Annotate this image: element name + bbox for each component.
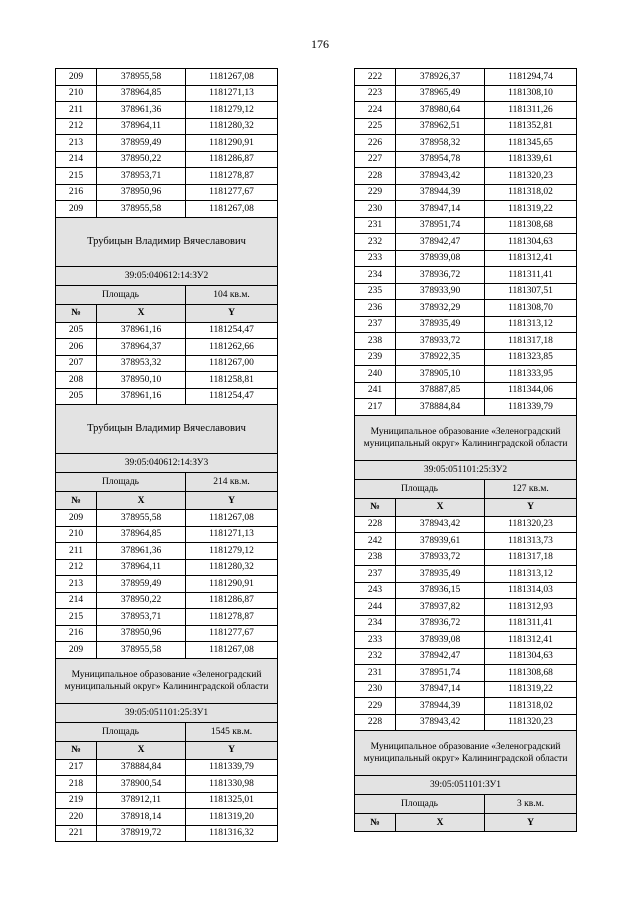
y-coordinate: 1181311,41: [485, 615, 577, 632]
x-coordinate: 378942,47: [396, 648, 485, 665]
x-coordinate: 378935,49: [396, 566, 485, 583]
point-number: 205: [56, 388, 97, 405]
coordinate-rows: [56, 69, 278, 218]
table-row: [56, 510, 278, 527]
parcel-block-zu1-municipal: [56, 658, 278, 759]
point-number: 211: [56, 543, 97, 560]
table-row: [56, 625, 278, 642]
table-row: [355, 399, 577, 416]
point-number: 233: [355, 632, 396, 649]
table-row: [56, 526, 278, 543]
point-number: 214: [56, 592, 97, 609]
y-coordinate: 1181311,41: [485, 267, 577, 284]
point-number: 234: [355, 615, 396, 632]
table-row: [355, 533, 577, 550]
x-coordinate: 378964,85: [97, 85, 186, 102]
right-column: [354, 68, 577, 832]
y-coordinate: 1181279,12: [186, 102, 278, 119]
point-number: 222: [355, 69, 396, 86]
x-coordinate: 378936,72: [396, 267, 485, 284]
x-coordinate: 378943,42: [396, 168, 485, 185]
point-number: 228: [355, 714, 396, 731]
x-coordinate: 378933,72: [396, 333, 485, 350]
y-coordinate: 1181277,67: [186, 625, 278, 642]
x-coordinate: 378933,72: [396, 549, 485, 566]
table-row: [355, 516, 577, 533]
point-number: 242: [355, 533, 396, 550]
point-number: 206: [56, 339, 97, 356]
point-number: 207: [56, 355, 97, 372]
y-coordinate: 1181317,18: [485, 333, 577, 350]
point-number: 210: [56, 526, 97, 543]
table-row: [56, 118, 278, 135]
table-row: [56, 776, 278, 793]
table-row: [355, 300, 577, 317]
y-coordinate: 1181313,12: [485, 566, 577, 583]
table-row: [56, 168, 278, 185]
point-number: 210: [56, 85, 97, 102]
x-coordinate: 378955,58: [97, 510, 186, 527]
owner-name: Муниципальное образование «Зеленоградский муниципальный округ» Калининградской области: [56, 658, 278, 703]
table-row: [56, 809, 278, 826]
point-number: 211: [56, 102, 97, 119]
point-number: 230: [355, 201, 396, 218]
point-number: 228: [355, 168, 396, 185]
table-row: [56, 85, 278, 102]
area-value: 127 кв.м.: [485, 479, 577, 498]
column-header-x: X: [97, 741, 186, 759]
point-number: 239: [355, 349, 396, 366]
x-coordinate: 378947,14: [396, 681, 485, 698]
y-coordinate: 1181254,47: [186, 322, 278, 339]
y-coordinate: 1181312,93: [485, 599, 577, 616]
point-number: 212: [56, 559, 97, 576]
column-header-y: Y: [186, 741, 278, 759]
x-coordinate: 378944,39: [396, 184, 485, 201]
x-coordinate: 378953,32: [97, 355, 186, 372]
y-coordinate: 1181279,12: [186, 543, 278, 560]
table-row: [355, 250, 577, 267]
x-coordinate: 378955,58: [97, 642, 186, 659]
x-coordinate: 378939,61: [396, 533, 485, 550]
column-header-number: №: [56, 492, 97, 510]
x-coordinate: 378950,22: [97, 151, 186, 168]
x-coordinate: 378950,96: [97, 184, 186, 201]
coordinates-table-right: [354, 68, 577, 832]
y-coordinate: 1181280,32: [186, 118, 278, 135]
parcel-block-zu2: [56, 217, 278, 322]
x-coordinate: 378939,08: [396, 250, 485, 267]
y-coordinate: 1181308,70: [485, 300, 577, 317]
y-coordinate: 1181311,26: [485, 102, 577, 119]
table-row: [355, 648, 577, 665]
x-coordinate: 378955,58: [97, 69, 186, 86]
table-row: [56, 792, 278, 809]
table-row: [56, 609, 278, 626]
x-coordinate: 378905,10: [396, 366, 485, 383]
y-coordinate: 1181267,08: [186, 642, 278, 659]
parcel-block-zu3: [56, 405, 278, 510]
y-coordinate: 1181319,20: [186, 809, 278, 826]
point-number: 209: [56, 642, 97, 659]
point-number: 220: [56, 809, 97, 826]
point-number: 209: [56, 510, 97, 527]
x-coordinate: 378939,08: [396, 632, 485, 649]
point-number: 238: [355, 549, 396, 566]
table-row: [355, 234, 577, 251]
x-coordinate: 378942,47: [396, 234, 485, 251]
y-coordinate: 1181339,61: [485, 151, 577, 168]
point-number: 215: [56, 609, 97, 626]
y-coordinate: 1181325,01: [186, 792, 278, 809]
point-number: 234: [355, 267, 396, 284]
x-coordinate: 378964,11: [97, 559, 186, 576]
table-row: [56, 559, 278, 576]
x-coordinate: 378953,71: [97, 168, 186, 185]
table-row: [355, 665, 577, 682]
y-coordinate: 1181320,23: [485, 714, 577, 731]
table-row: [56, 135, 278, 152]
y-coordinate: 1181304,63: [485, 648, 577, 665]
table-row: [355, 217, 577, 234]
point-number: 223: [355, 85, 396, 102]
y-coordinate: 1181345,65: [485, 135, 577, 152]
table-row: [355, 366, 577, 383]
x-coordinate: 378944,39: [396, 698, 485, 715]
y-coordinate: 1181254,47: [186, 388, 278, 405]
y-coordinate: 1181294,74: [485, 69, 577, 86]
x-coordinate: 378919,72: [97, 825, 186, 842]
x-coordinate: 378943,42: [396, 714, 485, 731]
coordinate-rows: [355, 516, 577, 731]
point-number: 219: [56, 792, 97, 809]
table-row: [355, 382, 577, 399]
y-coordinate: 1181312,41: [485, 250, 577, 267]
y-coordinate: 1181267,08: [186, 510, 278, 527]
coordinates-table-left: [55, 68, 278, 842]
table-row: [355, 582, 577, 599]
x-coordinate: 378959,49: [97, 576, 186, 593]
y-coordinate: 1181286,87: [186, 592, 278, 609]
x-coordinate: 378964,11: [97, 118, 186, 135]
y-coordinate: 1181286,87: [186, 151, 278, 168]
y-coordinate: 1181316,32: [186, 825, 278, 842]
x-coordinate: 378884,84: [396, 399, 485, 416]
table-row: [56, 372, 278, 389]
point-number: 240: [355, 366, 396, 383]
table-row: [355, 151, 577, 168]
cadastral-number: 39:05:040612:14:ЗУ3: [56, 454, 278, 473]
x-coordinate: 378900,54: [97, 776, 186, 793]
page-number: 176: [311, 37, 329, 51]
point-number: 214: [56, 151, 97, 168]
table-row: [355, 135, 577, 152]
x-coordinate: 378965,49: [396, 85, 485, 102]
point-number: 233: [355, 250, 396, 267]
owner-name: Муниципальное образование «Зеленоградский муниципальный округ» Калининградской области: [355, 415, 577, 460]
point-number: 225: [355, 118, 396, 135]
point-number: 244: [355, 599, 396, 616]
y-coordinate: 1181258,81: [186, 372, 278, 389]
area-label: Площадь: [56, 285, 186, 304]
point-number: 218: [56, 776, 97, 793]
column-header-y: Y: [186, 304, 278, 322]
table-row: [56, 543, 278, 560]
y-coordinate: 1181304,63: [485, 234, 577, 251]
table-row: [355, 349, 577, 366]
y-coordinate: 1181344,06: [485, 382, 577, 399]
x-coordinate: 378887,85: [396, 382, 485, 399]
point-number: 205: [56, 322, 97, 339]
y-coordinate: 1181278,87: [186, 609, 278, 626]
x-coordinate: 378962,51: [396, 118, 485, 135]
x-coordinate: 378980,64: [396, 102, 485, 119]
column-header-number: №: [56, 741, 97, 759]
table-row: [355, 316, 577, 333]
table-row: [56, 576, 278, 593]
table-row: [355, 102, 577, 119]
table-row: [355, 566, 577, 583]
table-row: [56, 201, 278, 218]
y-coordinate: 1181290,91: [186, 576, 278, 593]
y-coordinate: 1181290,91: [186, 135, 278, 152]
x-coordinate: 378961,16: [97, 388, 186, 405]
owner-name: Муниципальное образование «Зеленоградский муниципальный округ» Калининградской области: [355, 731, 577, 776]
y-coordinate: 1181267,08: [186, 201, 278, 218]
y-coordinate: 1181339,79: [485, 399, 577, 416]
point-number: 231: [355, 217, 396, 234]
table-row: [355, 333, 577, 350]
x-coordinate: 378955,58: [97, 201, 186, 218]
area-value: 1545 кв.м.: [186, 722, 278, 741]
x-coordinate: 378951,74: [396, 217, 485, 234]
x-coordinate: 378950,10: [97, 372, 186, 389]
table-row: [355, 85, 577, 102]
table-row: [56, 642, 278, 659]
x-coordinate: 378959,49: [97, 135, 186, 152]
column-header-y: Y: [186, 492, 278, 510]
y-coordinate: 1181333,95: [485, 366, 577, 383]
parcel-block-zu2-municipal: [355, 415, 577, 516]
cadastral-number: 39:05:051101:ЗУ1: [355, 776, 577, 795]
x-coordinate: 378936,72: [396, 615, 485, 632]
y-coordinate: 1181313,12: [485, 316, 577, 333]
column-header-number: №: [355, 498, 396, 516]
x-coordinate: 378932,29: [396, 300, 485, 317]
column-header-x: X: [97, 492, 186, 510]
table-row: [56, 339, 278, 356]
y-coordinate: 1181319,22: [485, 201, 577, 218]
y-coordinate: 1181323,85: [485, 349, 577, 366]
area-label: Площадь: [355, 479, 485, 498]
table-row: [56, 151, 278, 168]
y-coordinate: 1181307,51: [485, 283, 577, 300]
x-coordinate: 378961,36: [97, 543, 186, 560]
point-number: 243: [355, 582, 396, 599]
x-coordinate: 378912,11: [97, 792, 186, 809]
column-header-x: X: [396, 814, 485, 832]
point-number: 221: [56, 825, 97, 842]
y-coordinate: 1181313,73: [485, 533, 577, 550]
point-number: 241: [355, 382, 396, 399]
coordinate-rows: [56, 510, 278, 659]
point-number: 228: [355, 516, 396, 533]
table-row: [355, 201, 577, 218]
parcel-block-zu1-municipal-2: [355, 731, 577, 832]
point-number: 217: [56, 759, 97, 776]
point-number: 232: [355, 648, 396, 665]
y-coordinate: 1181267,00: [186, 355, 278, 372]
y-coordinate: 1181267,08: [186, 69, 278, 86]
point-number: 213: [56, 135, 97, 152]
table-row: [56, 102, 278, 119]
x-coordinate: 378958,32: [396, 135, 485, 152]
y-coordinate: 1181262,66: [186, 339, 278, 356]
owner-name: Трубицын Владимир Вячеславович: [56, 405, 278, 454]
x-coordinate: 378953,71: [97, 609, 186, 626]
table-row: [355, 549, 577, 566]
point-number: 237: [355, 316, 396, 333]
table-row: [355, 714, 577, 731]
point-number: 215: [56, 168, 97, 185]
table-row: [355, 615, 577, 632]
cadastral-number: 39:05:040612:14:ЗУ2: [56, 266, 278, 285]
y-coordinate: 1181318,02: [485, 698, 577, 715]
area-label: Площадь: [56, 473, 186, 492]
y-coordinate: 1181317,18: [485, 549, 577, 566]
point-number: 237: [355, 566, 396, 583]
x-coordinate: 378943,42: [396, 516, 485, 533]
area-label: Площадь: [355, 795, 485, 814]
x-coordinate: 378926,37: [396, 69, 485, 86]
y-coordinate: 1181319,22: [485, 681, 577, 698]
column-header-y: Y: [485, 498, 577, 516]
y-coordinate: 1181330,98: [186, 776, 278, 793]
point-number: 216: [56, 625, 97, 642]
point-number: 209: [56, 201, 97, 218]
table-row: [56, 388, 278, 405]
column-header-number: №: [56, 304, 97, 322]
table-row: [355, 698, 577, 715]
table-row: [355, 69, 577, 86]
point-number: 217: [355, 399, 396, 416]
table-row: [56, 69, 278, 86]
point-number: 238: [355, 333, 396, 350]
x-coordinate: 378964,37: [97, 339, 186, 356]
y-coordinate: 1181308,68: [485, 665, 577, 682]
y-coordinate: 1181308,10: [485, 85, 577, 102]
x-coordinate: 378936,15: [396, 582, 485, 599]
table-row: [355, 184, 577, 201]
table-row: [355, 118, 577, 135]
area-value: 104 кв.м.: [186, 285, 278, 304]
point-number: 232: [355, 234, 396, 251]
x-coordinate: 378937,82: [396, 599, 485, 616]
x-coordinate: 378922,35: [396, 349, 485, 366]
y-coordinate: 1181278,87: [186, 168, 278, 185]
x-coordinate: 378950,96: [97, 625, 186, 642]
y-coordinate: 1181308,68: [485, 217, 577, 234]
point-number: 226: [355, 135, 396, 152]
area-label: Площадь: [56, 722, 186, 741]
point-number: 230: [355, 681, 396, 698]
cadastral-number: 39:05:051101:25:ЗУ2: [355, 460, 577, 479]
y-coordinate: 1181339,79: [186, 759, 278, 776]
column-header-x: X: [97, 304, 186, 322]
table-row: [355, 168, 577, 185]
x-coordinate: 378947,14: [396, 201, 485, 218]
table-row: [355, 681, 577, 698]
y-coordinate: 1181320,23: [485, 516, 577, 533]
point-number: 224: [355, 102, 396, 119]
table-row: [56, 355, 278, 372]
x-coordinate: 378884,84: [97, 759, 186, 776]
point-number: 227: [355, 151, 396, 168]
y-coordinate: 1181277,67: [186, 184, 278, 201]
point-number: 236: [355, 300, 396, 317]
table-row: [355, 599, 577, 616]
x-coordinate: 378964,85: [97, 526, 186, 543]
table-row: [355, 283, 577, 300]
table-row: [56, 322, 278, 339]
table-row: [355, 267, 577, 284]
table-row: [56, 759, 278, 776]
y-coordinate: 1181280,32: [186, 559, 278, 576]
x-coordinate: 378935,49: [396, 316, 485, 333]
y-coordinate: 1181312,41: [485, 632, 577, 649]
table-row: [355, 632, 577, 649]
area-value: 3 кв.м.: [485, 795, 577, 814]
x-coordinate: 378918,14: [97, 809, 186, 826]
column-header-number: №: [355, 814, 396, 832]
cadastral-number: 39:05:051101:25:ЗУ1: [56, 703, 278, 722]
area-value: 214 кв.м.: [186, 473, 278, 492]
column-header-y: Y: [485, 814, 577, 832]
point-number: 229: [355, 184, 396, 201]
coordinate-rows: [355, 69, 577, 416]
point-number: 231: [355, 665, 396, 682]
column-header-x: X: [396, 498, 485, 516]
coordinate-rows: [56, 759, 278, 842]
x-coordinate: 378951,74: [396, 665, 485, 682]
x-coordinate: 378954,78: [396, 151, 485, 168]
point-number: 229: [355, 698, 396, 715]
x-coordinate: 378961,36: [97, 102, 186, 119]
point-number: 216: [56, 184, 97, 201]
x-coordinate: 378950,22: [97, 592, 186, 609]
left-column: [55, 68, 278, 842]
y-coordinate: 1181352,81: [485, 118, 577, 135]
point-number: 213: [56, 576, 97, 593]
point-number: 235: [355, 283, 396, 300]
table-row: [56, 825, 278, 842]
y-coordinate: 1181320,23: [485, 168, 577, 185]
table-row: [56, 592, 278, 609]
table-row: [56, 184, 278, 201]
coordinate-rows: [56, 322, 278, 405]
owner-name: Трубицын Владимир Вячеславович: [56, 217, 278, 266]
y-coordinate: 1181318,02: [485, 184, 577, 201]
y-coordinate: 1181314,03: [485, 582, 577, 599]
x-coordinate: 378961,16: [97, 322, 186, 339]
point-number: 209: [56, 69, 97, 86]
y-coordinate: 1181271,13: [186, 526, 278, 543]
point-number: 212: [56, 118, 97, 135]
x-coordinate: 378933,90: [396, 283, 485, 300]
point-number: 208: [56, 372, 97, 389]
y-coordinate: 1181271,13: [186, 85, 278, 102]
